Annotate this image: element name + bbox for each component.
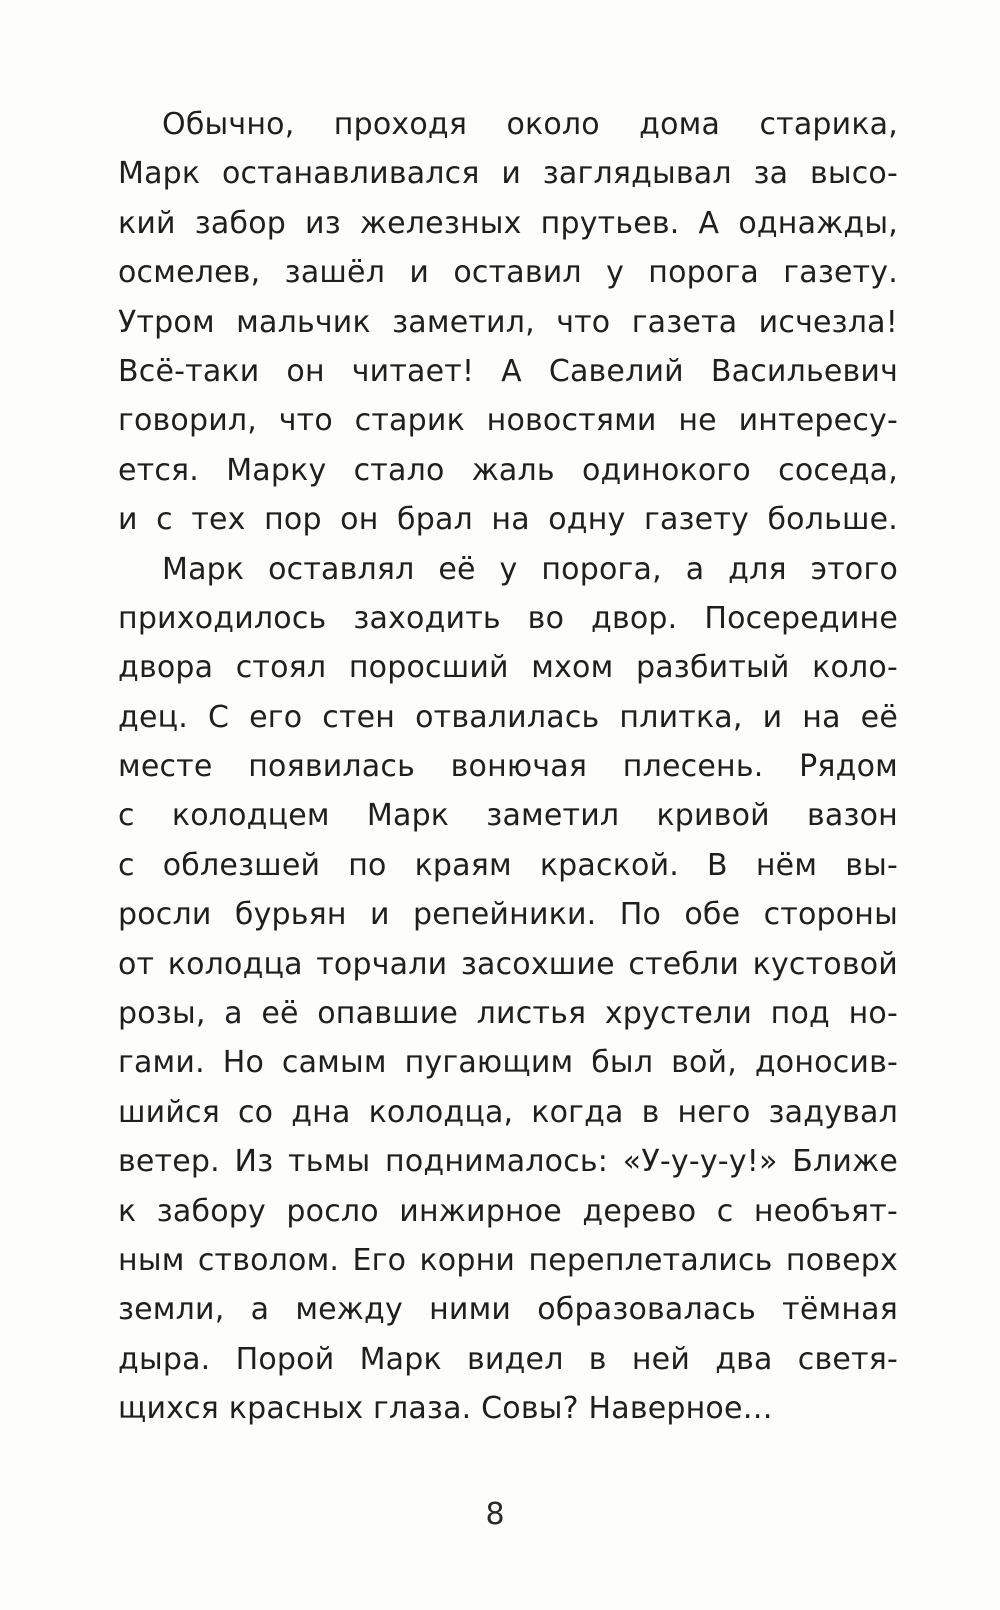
text-line: гами. Но самым пугающим был вой, доносив- xyxy=(118,1045,898,1081)
page-number: 8 xyxy=(485,1497,505,1532)
text-line: дец. С его стен отвалилась плитка, и на её xyxy=(118,699,898,735)
text-line: росли бурьян и репейники. По обе стороны xyxy=(118,897,898,933)
text-line: Марк останавливался и заглядывал за высо- xyxy=(118,156,898,192)
text-line: шийся со дна колодца, когда в него задувал xyxy=(118,1094,898,1130)
text-line: розы, а её опавшие листья хрустели под но- xyxy=(118,996,898,1032)
body-text xyxy=(118,100,898,1434)
text-line: ным стволом. Его корни переплетались поверх xyxy=(118,1242,898,1278)
text-line: дыра. Порой Марк видел в ней два светя- xyxy=(118,1341,898,1377)
text-line: ется. Марку стало жаль одинокого соседа, xyxy=(118,452,898,488)
text-line: осмелев, зашёл и оставил у порога газету. xyxy=(118,255,898,291)
text-line: приходилось заходить во двор. Посередине xyxy=(118,600,898,636)
text-line: говорил, что старик новостями не интересу- xyxy=(118,403,898,439)
text-line: и с тех пор он брал на одну газету больше. xyxy=(118,502,898,538)
text-line: Утром мальчик заметил, что газета исчезла! xyxy=(118,304,898,340)
text-line: ветер. Из тьмы поднималось: «У-у-у-у!» Ближе xyxy=(118,1144,898,1180)
text-line: Марк оставлял её у порога, а для этого xyxy=(162,551,898,587)
text-line: земли, а между ними образовалась тёмная xyxy=(118,1292,898,1328)
text-line: с облезшей по краям краской. В нём вы- xyxy=(118,847,898,883)
text-line: кий забор из железных прутьев. А однажды, xyxy=(118,205,898,241)
text-line: с колодцем Марк заметил кривой вазон xyxy=(118,798,898,834)
text-line: щихся красных глаза. Совы? Наверное… xyxy=(118,1391,773,1427)
text-line: месте появилась вонючая плесень. Рядом xyxy=(118,749,898,785)
text-line: двора стоял поросший мхом разбитый коло- xyxy=(118,650,898,686)
text-line: от колодца торчали засохшие стебли кустовой xyxy=(118,946,898,982)
text-line: Всё-таки он читает! А Савелий Васильевич xyxy=(118,353,898,389)
text-line: Обычно, проходя около дома старика, xyxy=(162,107,898,142)
text-line: к забору росло инжирное дерево с необъят- xyxy=(118,1193,898,1229)
